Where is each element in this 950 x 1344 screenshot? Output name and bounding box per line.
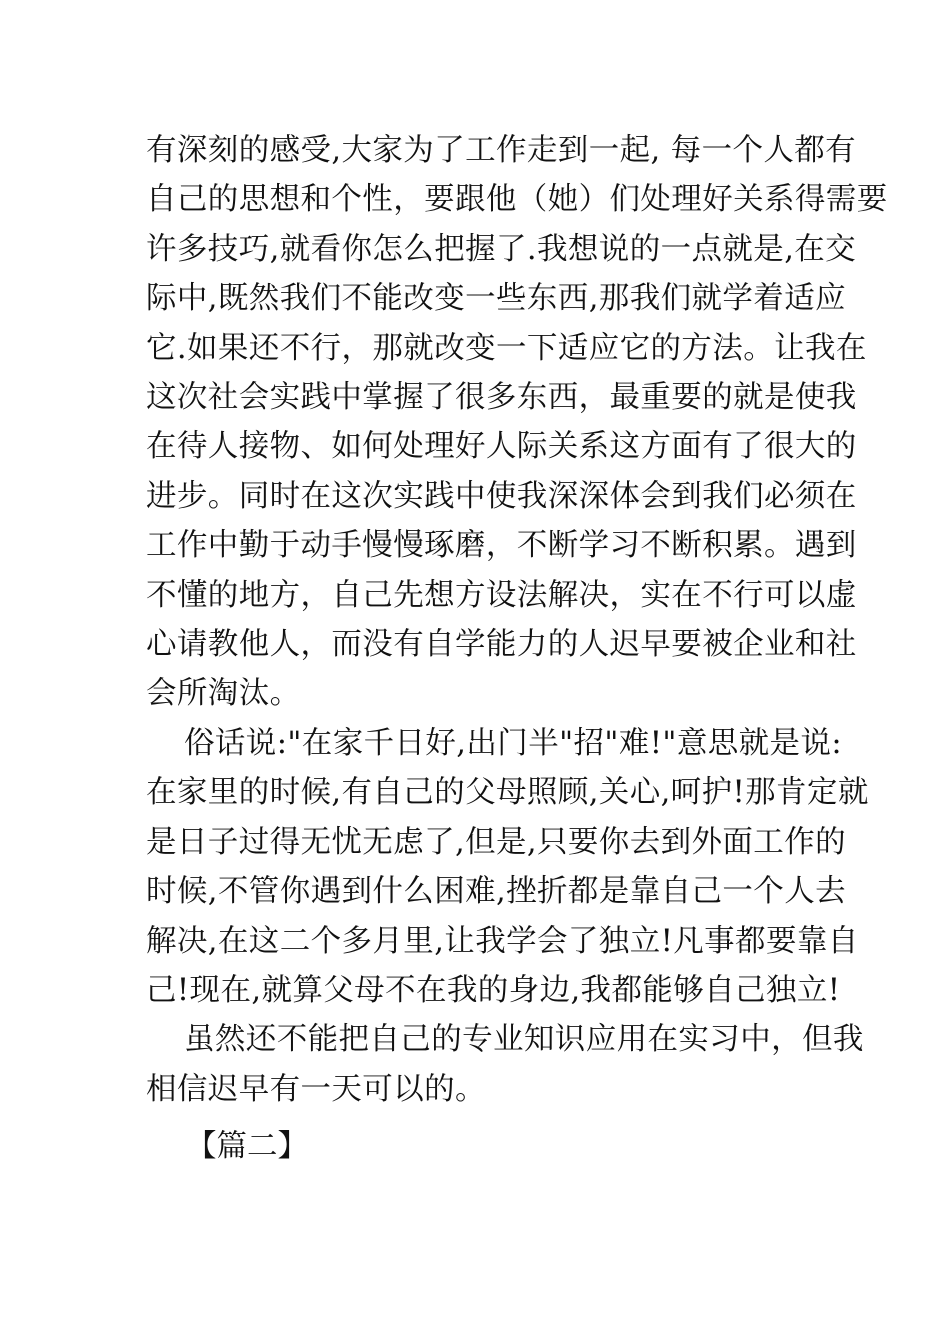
text-line: 相信迟早有一天可以的。 xyxy=(146,1071,486,1107)
text-line: 许多技巧,就看你怎么把握了.我想说的一点就是,在交 xyxy=(146,231,857,267)
paragraph-3 xyxy=(146,1015,864,1114)
text-line: 工作中勤于动手慢慢琢磨，不断学习不断积累。遇到 xyxy=(146,528,857,564)
text-line: 虽然还不能把自己的专业知识应用在实习中，但我 xyxy=(184,1022,864,1058)
text-line: 己!现在,就算父母不在我的身边,我都能够自己独立! xyxy=(146,972,841,1008)
text-line: 进步。同时在这次实践中使我深深体会到我们必须在 xyxy=(146,478,857,514)
text-line: 自己的思想和个性，要跟他（她）们处理好关系得需要 xyxy=(146,182,888,218)
text-line: 有深刻的感受,大家为了工作走到一起, 每一个人都有 xyxy=(146,133,857,168)
text-line: 时候,不管你遇到什么困难,挫折都是靠自己一个人去 xyxy=(146,874,846,910)
text-line: 在家里的时候,有自己的父母照顾,关心,呵护!那肯定就 xyxy=(146,775,869,811)
text-line: 际中,既然我们不能改变一些东西,那我们就学着适应 xyxy=(146,281,846,317)
section-heading: 【篇二】 xyxy=(186,1129,308,1164)
text-line: 解决,在这二个多月里,让我学会了独立!凡事都要靠自 xyxy=(146,923,859,959)
text-line: 俗话说:"在家千日好,出门半"招"难!"意思就是说: xyxy=(184,725,843,761)
text-line: 是日子过得无忧无虑了,但是,只要你去到外面工作的 xyxy=(146,824,846,860)
text-line: 在待人接物、如何处理好人际关系这方面有了很大的 xyxy=(146,429,857,465)
paragraph-1 xyxy=(146,126,888,719)
body-text xyxy=(146,126,888,1114)
text-line: 它.如果还不行，那就改变一下适应它的方法。让我在 xyxy=(146,330,867,366)
paragraph-2 xyxy=(146,719,869,1015)
text-line: 心请教他人，而没有自学能力的人迟早要被企业和社 xyxy=(146,627,857,663)
text-line: 不懂的地方，自己先想方设法解决，实在不行可以虚 xyxy=(146,577,857,613)
text-line: 会所淘汰。 xyxy=(146,676,301,712)
text-line: 这次社会实践中掌握了很多东西，最重要的就是使我 xyxy=(146,380,857,416)
